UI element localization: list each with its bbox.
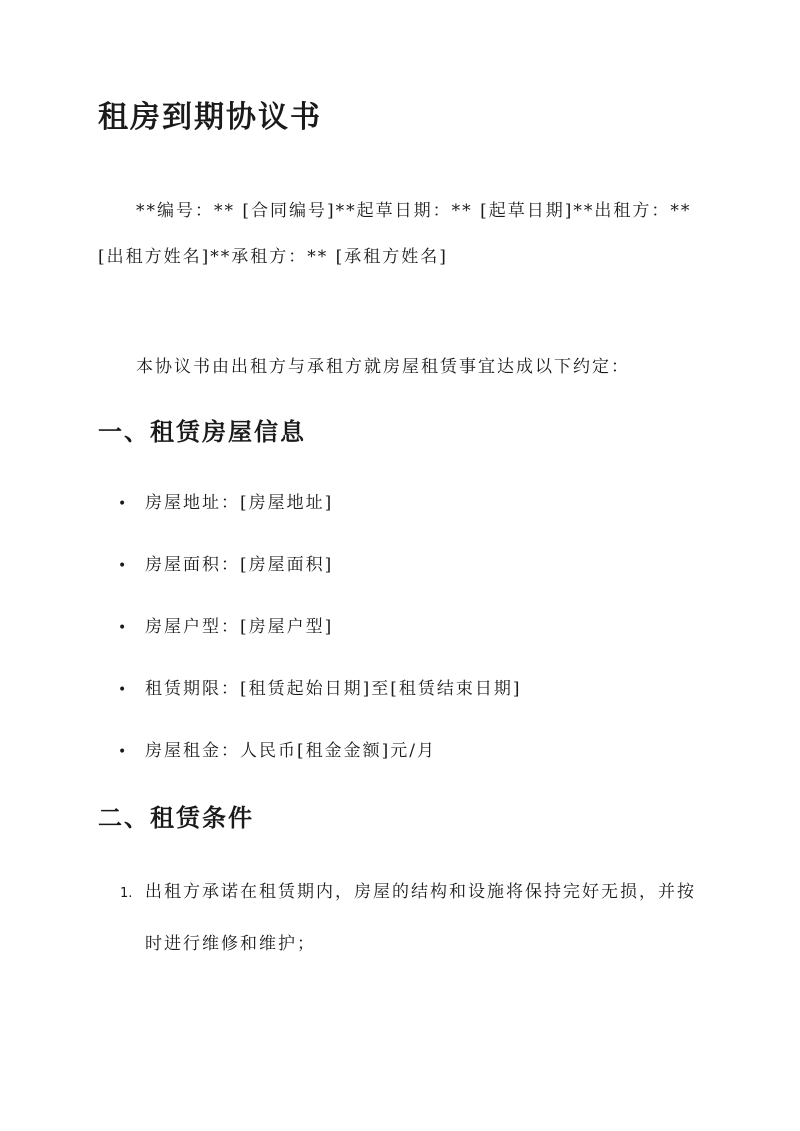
list-item-address: • 房屋地址：[房屋地址] (98, 480, 698, 542)
list-item-layout: • 房屋户型：[房屋户型] (98, 604, 698, 666)
section-heading-conditions: 二、租赁条件 (98, 803, 254, 832)
contract-meta: **编号：** [合同编号]**起草日期：** [起草日期]**出租方：** [出租方姓名]**承租方：** [承租方姓名] (98, 201, 692, 267)
section-heading-house-info: 一、租赁房屋信息 (98, 417, 306, 446)
list-item-area: • 房屋面积：[房屋面积] (98, 542, 698, 604)
condition-text: 出租方承诺在租赁期内，房屋的结构和设施将保持完好无损，并按时进行维修和维护； (145, 882, 696, 954)
document-title: 租房到期协议书 (98, 100, 322, 135)
conditions-list (98, 866, 698, 970)
list-number: 1. (120, 886, 133, 901)
intro-paragraph: 本协议书由出租方与承租方就房屋租赁事宜达成以下约定： (136, 357, 630, 377)
list-item-condition-1 (98, 866, 698, 970)
list-item-rent: • 房屋租金：人民币[租金金额]元/月 (98, 728, 698, 790)
list-item-term: • 租赁期限：[租赁起始日期]至[租赁结束日期] (98, 666, 698, 728)
house-info-list (98, 480, 698, 790)
